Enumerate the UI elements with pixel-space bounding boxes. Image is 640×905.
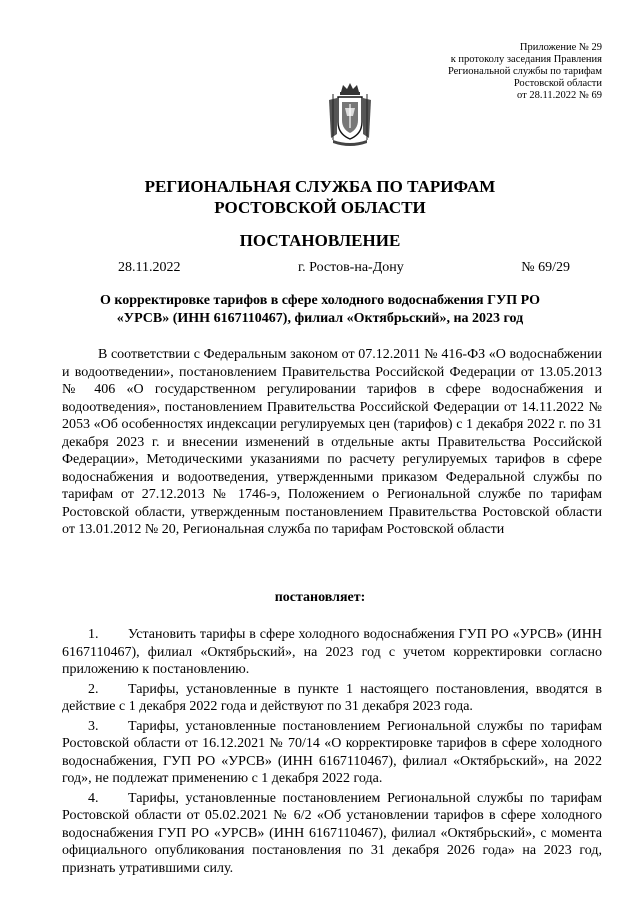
item-text: Тарифы, установленные в пункте 1 настоящего постановления, вводятся в действие с 1 декабря 2022 года и действуют по 31 декабря 2023 года. [62,681,602,714]
document-meta-row [118,260,570,276]
organization-line: РЕГИОНАЛЬНАЯ СЛУЖБА ПО ТАРИФАМ [144,177,496,196]
item-number: 3. [88,718,99,734]
item-number: 4. [88,790,99,806]
document-date: 28.11.2022 [118,260,181,275]
item-text: Установить тарифы в сфере холодного водоснабжения ГУП РО «УРСВ» (ИНН 6167110467), филиал «Октябрьский», на 2023 год с учетом корректировки согласно приложению к постановлению. [62,627,602,677]
resolves-heading: постановляет: [274,590,366,605]
appendix-line: Приложение № 29 [519,42,602,53]
resolution-items [62,626,602,879]
resolution-item [62,626,602,679]
appendix-note [448,42,602,102]
appendix-line: от 28.11.2022 № 69 [517,90,602,101]
resolution-item [62,790,602,878]
item-number: 2. [88,681,99,697]
appendix-line: Региональной службы по тарифам [447,66,602,77]
document-title [70,292,570,328]
document-title-line: «УРСВ» (ИНН 6167110467), филиал «Октябрьский», на 2023 год [116,311,524,326]
item-text: Тарифы, установленные постановлением Региональной службы по тарифам Ростовской области от 16.12.2021 № 70/14 «О корректировке тарифов в сфере холодного водоснабжения, ГУП РО «УРСВ» (ИНН 6167110467), филиал «Октябрьский», на 2022 год», не подлежат применению с 1 декабря 2022 года. [62,718,602,786]
rostov-coat-of-arms-icon [327,82,373,148]
document-number: № 69/29 [521,260,570,275]
appendix-line: Ростовской области [513,78,602,89]
document-type: ПОСТАНОВЛЕНИЕ [239,231,401,250]
resolution-item [62,718,602,788]
organization-name [0,176,640,218]
item-number: 1. [88,627,99,642]
document-place: г. Ростов-на-Дону [297,260,404,275]
organization-line: РОСТОВСКОЙ ОБЛАСТИ [214,198,426,217]
item-text: Тарифы, установленные постановлением Региональной службы по тарифам Ростовской области от 05.02.2021 № 6/2 «Об установлении тарифов в сфере холодного водоснабжения ГУП РО «УРСВ» (ИНН 6167110467), филиал «Октябрьский», с момента официального опубликования постановления по 31 декабря 2026 года» на 2023 год, признать утратившими силу. [62,790,602,876]
appendix-line: к протоколу заседания Правления [450,54,602,65]
preamble-paragraph: В соответствии с Федеральным законом от 07.12.2011 № 416-ФЗ «О водоснабжении и водоотведении», постановлением Правительства Российской Федерации от 13.05.2013 № 406 «О государственном регулировании тарифов в сфере водоснабжения и водоотведения», постановлением Правительства Российской Федерации от 14.11.2022 № 2053 «Об особенностях индексации регулируемых цен (тарифов) с 1 декабря 2022 г. по 31 декабря 2023 г. и внесении изменений в отдельные акты Правительства Российской Федерации», Методическими указаниями по расчету регулируемых тарифов в сфере водоснабжения и водоотведения, утвержденными приказом Федеральной службы по тарифам от 27.12.2013 № 1746-э, Положением о Региональной службе по тарифам Ростовской области, утвержденным постановлением Правительства Ростовской области от 13.01.2012 № 20, Региональная служба по тарифам Ростовской области [62,347,602,537]
resolution-item [62,681,602,716]
document-title-line: О корректировке тарифов в сфере холодного водоснабжения ГУП РО [99,293,541,308]
